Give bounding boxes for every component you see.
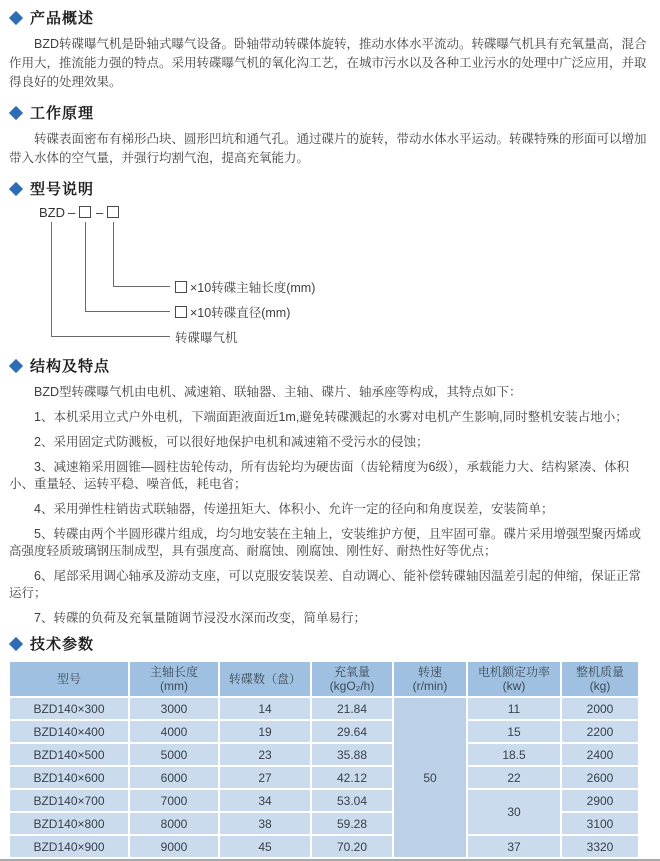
cell-power: 22 bbox=[468, 767, 560, 788]
cell-shaft-length: 3000 bbox=[130, 698, 218, 719]
cell-discs: 14 bbox=[220, 698, 310, 719]
cell-power: 11 bbox=[468, 698, 560, 719]
cell-discs: 34 bbox=[220, 790, 310, 811]
placeholder-box-icon bbox=[175, 306, 187, 318]
section-heading-features bbox=[9, 355, 651, 376]
blue-diamond-icon bbox=[9, 10, 23, 24]
cell-discs: 23 bbox=[220, 744, 310, 765]
section-title: 结构及特点 bbox=[30, 358, 111, 375]
section-heading-specs bbox=[9, 633, 651, 654]
diagram-label-machine bbox=[175, 328, 238, 346]
cell-shaft-length: 9000 bbox=[130, 836, 218, 857]
table-row bbox=[10, 767, 638, 788]
diagram-label-text: ×10转碟主轴长度(mm) bbox=[190, 281, 316, 295]
section-heading-principle bbox=[9, 102, 651, 123]
diagram-line bbox=[85, 222, 86, 311]
cell-shaft-length: 5000 bbox=[130, 744, 218, 765]
cell-model: BZD140×700 bbox=[10, 790, 128, 811]
col-header-speed: 转速 (r/min) bbox=[394, 662, 466, 696]
diagram-label-shaft-length bbox=[175, 278, 315, 296]
placeholder-box-icon bbox=[175, 281, 187, 293]
col-header-motor-power: 电机额定功率 (kw) bbox=[468, 662, 560, 696]
diagram-line bbox=[85, 311, 170, 312]
cell-oxygen: 35.88 bbox=[312, 744, 392, 765]
model-code-diagram bbox=[9, 205, 651, 353]
cell-discs: 45 bbox=[220, 836, 310, 857]
cell-oxygen: 59.28 bbox=[312, 813, 392, 834]
model-code-dash: – bbox=[68, 205, 76, 220]
cell-shaft-length: 8000 bbox=[130, 813, 218, 834]
diagram-line bbox=[113, 286, 170, 287]
features-intro: BZD型转碟曝气机由电机、减速箱、联轴器、主轴、碟片、轴承座等构成，其特点如下： bbox=[34, 385, 522, 399]
principle-paragraph: 转碟表面密布有梯形凸块、圆形凹坑和通气孔。通过碟片的旋转，带动水体水平运动。转碟特殊的形面可以增加带入水体的空气量，并强行均割气泡，提高充氧能力。 bbox=[9, 132, 647, 165]
cell-weight: 3320 bbox=[562, 836, 638, 857]
cell-model: BZD140×400 bbox=[10, 721, 128, 742]
cell-model: BZD140×300 bbox=[10, 698, 128, 719]
cell-shaft-length: 7000 bbox=[130, 790, 218, 811]
cell-shaft-length: 6000 bbox=[130, 767, 218, 788]
cell-oxygen: 42.12 bbox=[312, 767, 392, 788]
model-code-box-diameter bbox=[79, 206, 91, 218]
feature-item: 4、采用弹性柱销齿式联轴器，传递扭矩大、体积小、允许一定的径向和角度误差，安装简单； bbox=[34, 502, 554, 516]
table-row bbox=[10, 698, 638, 719]
section-title: 工作原理 bbox=[30, 105, 95, 122]
section-title: 产品概述 bbox=[30, 10, 95, 27]
cell-weight: 2000 bbox=[562, 698, 638, 719]
table-row bbox=[10, 721, 638, 742]
blue-diamond-icon bbox=[9, 105, 23, 119]
cell-weight: 2400 bbox=[562, 744, 638, 765]
cell-power-merged: 30 bbox=[468, 790, 560, 834]
cell-model: BZD140×600 bbox=[10, 767, 128, 788]
cell-power: 37 bbox=[468, 836, 560, 857]
cell-oxygen: 70.20 bbox=[312, 836, 392, 857]
feature-item: 6、尾部采用调心轴承及游动支座，可以克服安装误差、自动调心、能补偿转碟轴因温差引起的伸缩，保证正常运行； bbox=[9, 569, 641, 600]
diagram-line bbox=[51, 336, 170, 337]
feature-item: 3、减速箱采用圆锥—圆柱齿轮传动，所有齿轮均为硬齿面（齿轮精度为6级），承载能力大、结构紧凑、体积小、重量轻、运转平稳、噪音低，耗电省； bbox=[9, 460, 630, 491]
blue-diamond-icon bbox=[9, 358, 23, 372]
col-header-weight: 整机质量 (kg) bbox=[562, 662, 638, 696]
cell-shaft-length: 4000 bbox=[130, 721, 218, 742]
section-heading-model bbox=[9, 178, 651, 199]
overview-paragraph: BZD转碟曝气机是卧轴式曝气设备。卧轴带动转碟体旋转，推动水体水平流动。转碟曝气机具有充氧量高，混合作用大，推流能力强的特点。采用转碟曝气机的氧化沟工艺，在城市污水以及各种工业污水的处理中广泛应用，并取得良好的处理效果。 bbox=[9, 37, 647, 89]
cell-oxygen: 29.64 bbox=[312, 721, 392, 742]
diagram-label-diameter bbox=[175, 303, 290, 321]
cell-weight: 3100 bbox=[562, 813, 638, 834]
cell-model: BZD140×800 bbox=[10, 813, 128, 834]
cell-weight: 2600 bbox=[562, 767, 638, 788]
specs-table bbox=[8, 660, 640, 859]
col-header-shaft-length: 主轴长度 (mm) bbox=[130, 662, 218, 696]
feature-item: 7、转碟的负荷及充氧量随调节浸没水深而改变，简单易行； bbox=[34, 611, 366, 625]
feature-item: 2、采用固定式防溅板，可以很好地保护电机和减速箱不受污水的侵蚀； bbox=[34, 435, 429, 449]
cell-model: BZD140×500 bbox=[10, 744, 128, 765]
cell-oxygen: 21.84 bbox=[312, 698, 392, 719]
table-row bbox=[10, 790, 638, 811]
table-row bbox=[10, 836, 638, 857]
section-title: 型号说明 bbox=[30, 181, 95, 198]
col-header-disc-count: 转碟数（盘） bbox=[220, 662, 310, 696]
cell-discs: 27 bbox=[220, 767, 310, 788]
feature-item: 5、转碟由两个半圆形碟片组成，均匀地安装在主轴上，安装维护方便，且牢固可靠。碟片采用增强型聚丙烯或高强度轻质玻璃钢压制成型，具有强度高、耐腐蚀、刚腐蚀、刚性好、耐热性好等优点； bbox=[9, 527, 641, 558]
cell-weight: 2900 bbox=[562, 790, 638, 811]
diagram-label-text: 转碟曝气机 bbox=[175, 331, 238, 345]
model-code-prefix: BZD bbox=[39, 205, 65, 220]
model-code-dash: – bbox=[96, 205, 104, 220]
model-code-box-shaft bbox=[107, 206, 119, 218]
table-header-row bbox=[10, 662, 638, 696]
cell-discs: 38 bbox=[220, 813, 310, 834]
blue-diamond-icon bbox=[9, 181, 23, 195]
cell-discs: 19 bbox=[220, 721, 310, 742]
section-heading-overview bbox=[9, 7, 651, 28]
table-row bbox=[10, 744, 638, 765]
blue-diamond-icon bbox=[9, 636, 23, 650]
col-header-model: 型号 bbox=[10, 662, 128, 696]
col-header-oxygen: 充氧量 (kgO₂/h) bbox=[312, 662, 392, 696]
diagram-line bbox=[51, 222, 52, 336]
cell-power: 15 bbox=[468, 721, 560, 742]
diagram-line bbox=[113, 222, 114, 286]
section-title: 技术参数 bbox=[30, 636, 95, 653]
cell-power: 18.5 bbox=[468, 744, 560, 765]
feature-item: 1、本机采用立式户外电机，下端面距液面近1m,避免转碟溅起的水雾对电机产生影响,同时整机安装占地小； bbox=[34, 410, 628, 424]
cell-oxygen: 53.04 bbox=[312, 790, 392, 811]
cell-weight: 2200 bbox=[562, 721, 638, 742]
cell-model: BZD140×900 bbox=[10, 836, 128, 857]
cell-speed-merged: 50 bbox=[394, 698, 466, 857]
diagram-label-text: ×10转碟直径(mm) bbox=[190, 306, 291, 320]
